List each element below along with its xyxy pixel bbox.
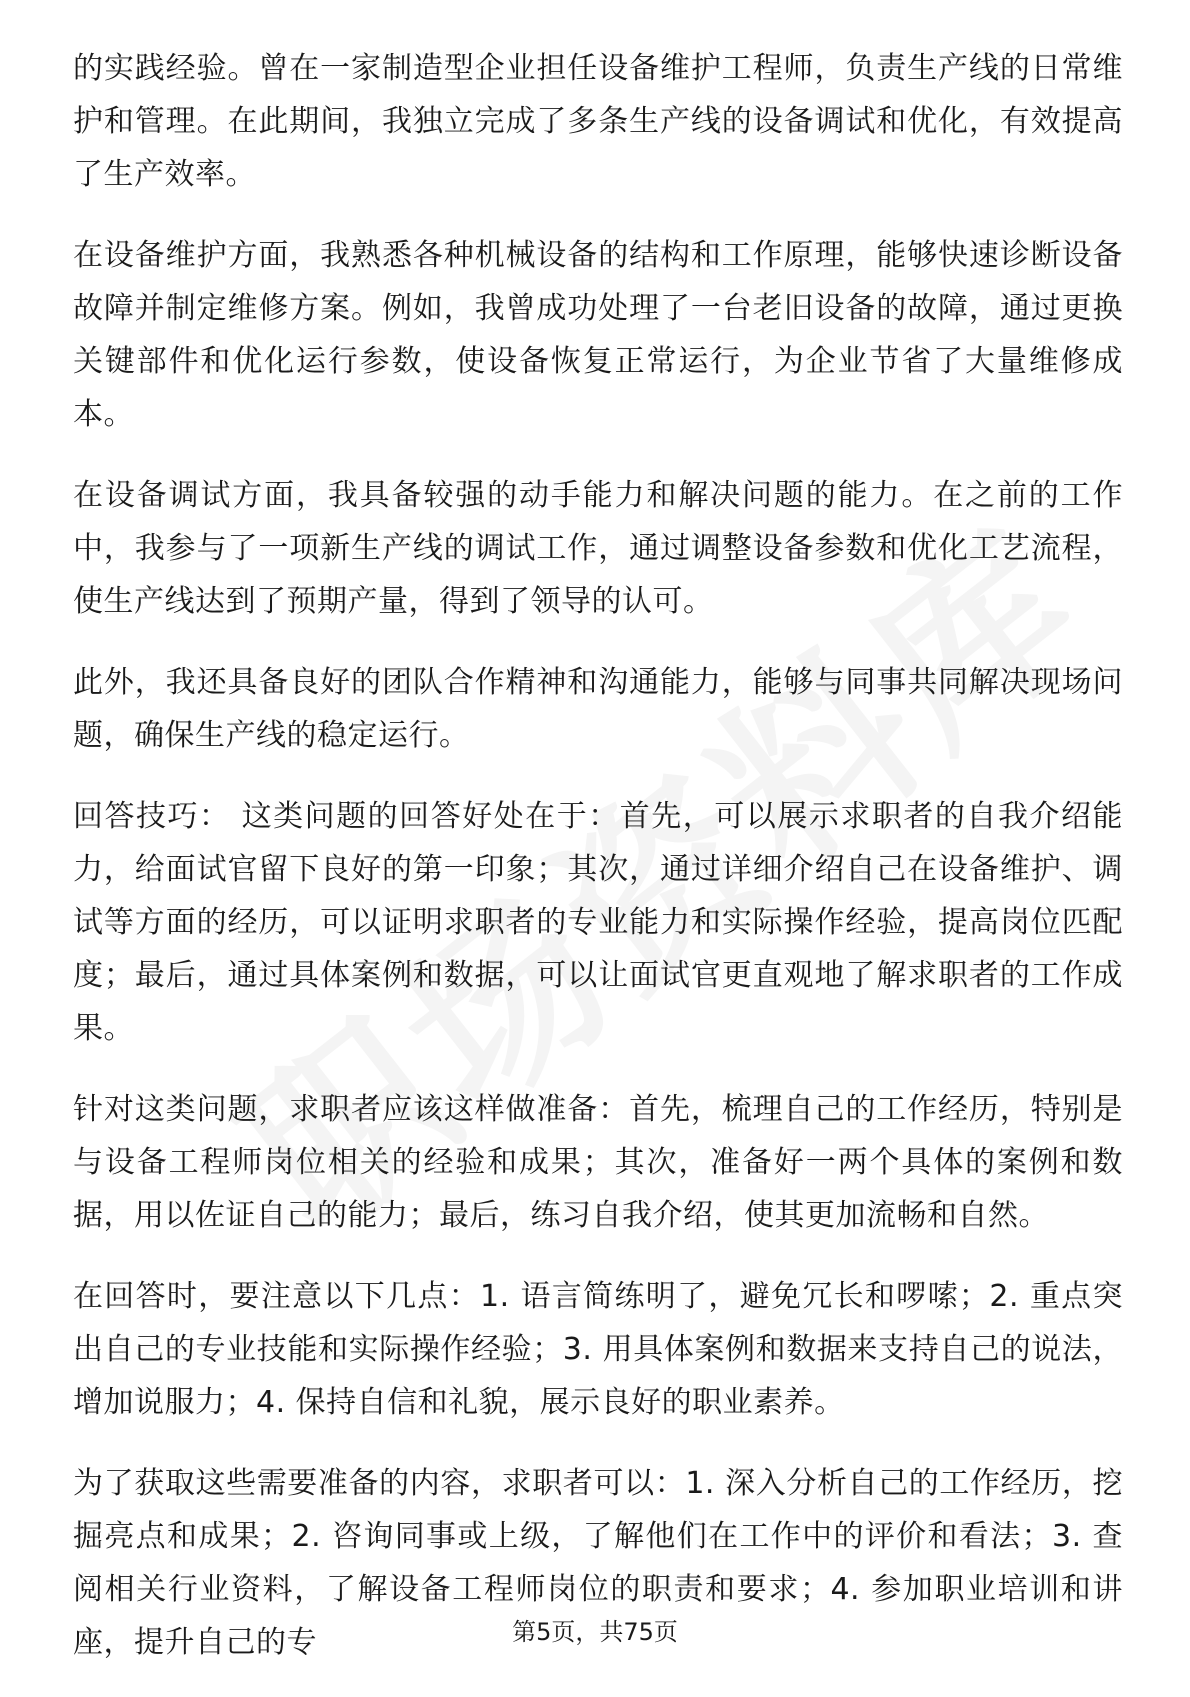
document-body <box>73 42 1123 1697</box>
paragraph-2: 在设备维护方面，我熟悉各种机械设备的结构和工作原理，能够快速诊断设备故障并制定维修方案。例如，我曾成功处理了一台老旧设备的故障，通过更换关键部件和优化运行参数，使设备恢复正常运行，为企业节省了大量维修成本。 <box>73 238 1123 432</box>
paragraph-3: 在设备调试方面，我具备较强的动手能力和解决问题的能力。在之前的工作中，我参与了一项新生产线的调试工作，通过调整设备参数和优化工艺流程，使生产线达到了预期产量，得到了领导的认可。 <box>73 478 1123 619</box>
paragraph-4: 此外，我还具备良好的团队合作精神和沟通能力，能够与同事共同解决现场问题，确保生产线的稳定运行。 <box>73 665 1123 753</box>
paragraph-5: 回答技巧： 这类问题的回答好处在于：首先，可以展示求职者的自我介绍能力，给面试官留下良好的第一印象；其次，通过详细介绍自己在设备维护、调试等方面的经历，可以证明求职者的专业能力和实际操作经验，提高岗位匹配度；最后，通过具体案例和数据，可以让面试官更直观地了解求职者的工作成果。 <box>73 799 1123 1046</box>
paragraph-7: 在回答时，要注意以下几点：1. 语言简练明了，避免冗长和啰嗦；2. 重点突出自己的专业技能和实际操作经验；3. 用具体案例和数据来支持自己的说法，增加说服力；4. 保持自信和礼貌，展示良好的职业素养。 <box>73 1279 1123 1420</box>
page-number: 第5页，共75页 <box>512 1618 678 1646</box>
paragraph-6: 针对这类问题，求职者应该这样做准备：首先，梳理自己的工作经历，特别是与设备工程师岗位相关的经验和成果；其次，准备好一两个具体的案例和数据，用以佐证自己的能力；最后，练习自我介绍，使其更加流畅和自然。 <box>73 1092 1123 1233</box>
paragraph-1: 的实践经验。曾在一家制造型企业担任设备维护工程师，负责生产线的日常维护和管理。在此期间，我独立完成了多条生产线的设备调试和优化，有效提高了生产效率。 <box>73 51 1123 192</box>
paragraph-8: 为了获取这些需要准备的内容，求职者可以：1. 深入分析自己的工作经历，挖掘亮点和成果；2. 咨询同事或上级，了解他们在工作中的评价和看法；3. 查阅相关行业资料，了解设备工程师岗位的职责和要求；4. 参加职业培训和讲座，提升自己的专 <box>73 1466 1123 1660</box>
